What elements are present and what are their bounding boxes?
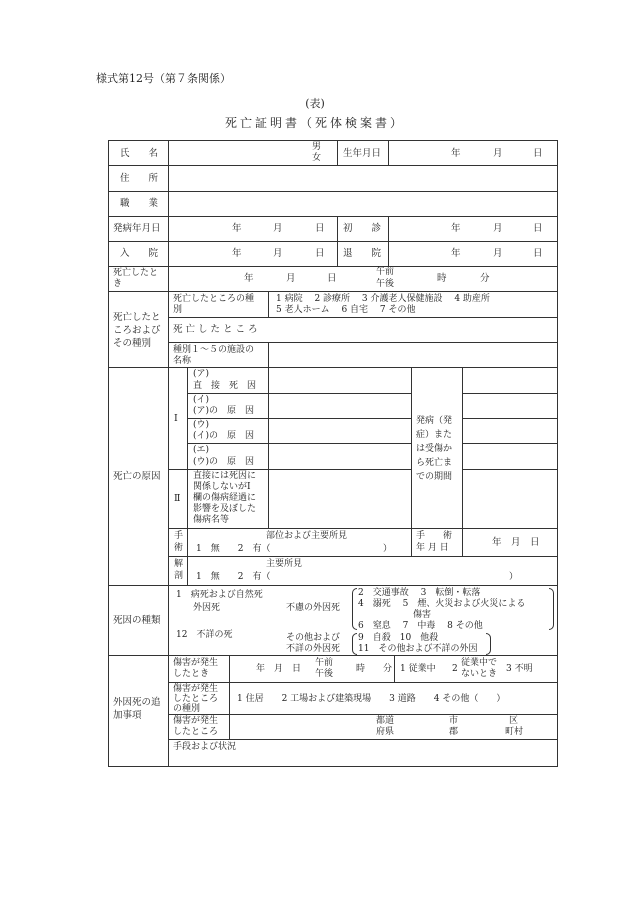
kind-unknown: 12 不詳の死: [176, 630, 233, 640]
city-label-2: 郡: [449, 727, 459, 737]
surgery-options: 1 無 2 有（: [196, 544, 271, 554]
cause-c-label: (イ)の 原 因: [193, 431, 255, 441]
visit-month: 月: [493, 223, 503, 234]
city-label-1: 市: [449, 716, 459, 726]
admit-month: 月: [273, 248, 283, 259]
other-option-1: 9 自殺 10 他殺: [358, 633, 439, 643]
kind-accidental: 不慮の外因死: [286, 603, 341, 613]
autopsy-label-1: 解: [174, 559, 184, 569]
label-discharge: 退 院: [343, 248, 382, 259]
injury-am: 午前: [315, 658, 334, 668]
injury-place-label-1: 傷害が発生: [173, 716, 219, 726]
death-day: 日: [327, 273, 337, 284]
cause-other-3: 欄の傷病経過に: [193, 493, 257, 503]
kind-other-external-1: その他および: [286, 633, 341, 643]
ward-label-2: 町村: [505, 727, 524, 737]
autopsy-paren-close: ）: [509, 572, 519, 582]
cause-c-mark: (ウ): [193, 420, 210, 430]
kind-external: 外因死: [193, 603, 221, 613]
status-2-number: 2: [452, 664, 458, 674]
onset-month: 月: [273, 223, 283, 234]
cause-d-label: (ウ)の 原 因: [193, 457, 255, 467]
injury-time-label-1: 傷害が発生: [173, 658, 219, 668]
birth-day: 日: [533, 148, 543, 159]
document-title: 死亡証明書（死体検案書）: [224, 116, 405, 130]
label-death-time: 死亡したと: [113, 268, 159, 278]
label-first-visit: 初 診: [343, 223, 382, 234]
place-heading-1: 死亡したと: [113, 312, 161, 323]
injury-place-kind-label-2: したところ: [173, 694, 219, 704]
label-admission: 入 院: [120, 248, 159, 259]
accidental-option-2: 4 溺死 5 煙、火災および火災による: [358, 599, 526, 609]
period-label-1: 発病（発: [416, 416, 453, 426]
surgery-label-1: 手: [174, 531, 184, 541]
autopsy-label-2: 剖: [174, 571, 184, 581]
cause-other-5: 傷病名等: [193, 515, 230, 525]
injury-place-kind-options: 1 住居 2 工場および建築現場 3 道路 4 その他（ ）: [237, 694, 506, 704]
facility-label: 種別１～５の施設の: [173, 345, 255, 355]
cause-heading: 死亡の原因: [113, 471, 161, 482]
visit-day: 日: [533, 223, 543, 234]
surgery-paren-close: ）: [383, 544, 393, 554]
place-label: 死 亡 し た と こ ろ: [173, 324, 258, 335]
autopsy-findings-label: 主要所見: [266, 559, 303, 569]
period-label-5: での期間: [416, 472, 453, 482]
death-am: 午前: [376, 267, 395, 277]
admit-day: 日: [315, 248, 325, 259]
external-heading-1: 外因死の追: [113, 697, 161, 708]
injury-place-kind-label-1: 傷害が発生: [173, 684, 219, 694]
injury-time-label-2: したとき: [173, 669, 210, 679]
discharge-year: 年: [451, 248, 461, 259]
means-label: 手段および状況: [173, 742, 237, 752]
kind-heading: 死因の種類: [113, 615, 161, 626]
cause-other-2: 関係しないがⅠ: [193, 482, 251, 492]
place-kind-label-2: 別: [173, 305, 183, 315]
label-female: 女: [312, 153, 322, 163]
label-address: 住 所: [120, 173, 159, 184]
other-bracket-right: [486, 633, 491, 655]
status-not-working-1: 従業中で: [461, 658, 498, 668]
place-heading-2: ころおよび: [113, 325, 161, 336]
other-bracket-left: [352, 633, 357, 655]
accidental-option-2b: 傷害: [413, 610, 432, 620]
injury-minute: 分: [383, 664, 393, 674]
death-month: 月: [286, 273, 296, 284]
cause-d-mark: (エ): [193, 445, 210, 455]
birth-month: 月: [493, 148, 503, 159]
injury-place-label-2: したところ: [173, 727, 219, 737]
external-heading-2: 加事項: [113, 710, 142, 721]
surgery-date: 年 月 日: [492, 537, 540, 548]
cause-other-1: 直接には死因に: [193, 471, 257, 481]
period-label-4: ら死亡ま: [416, 458, 453, 468]
cause-a-label: 直 接 死 因: [193, 381, 257, 391]
status-not-working-2: ないとき: [461, 669, 498, 679]
injury-hour: 時: [356, 664, 366, 674]
accidental-option-3: 6 窒息 7 中毒 8 その他: [358, 621, 483, 631]
status-unknown: 3 不明: [506, 664, 533, 674]
surgery-date-label-2: 年 月 日: [416, 543, 449, 553]
visit-year: 年: [451, 223, 461, 234]
status-working: 1 従業中: [400, 664, 436, 674]
surgery-label-2: 術: [174, 543, 184, 553]
cause-roman-1: Ⅰ: [174, 413, 178, 424]
discharge-month: 月: [493, 248, 503, 259]
label-name: 氏 名: [120, 148, 159, 159]
label-birth-date: 生年月日: [343, 148, 382, 159]
autopsy-options: 1 無 2 有（: [196, 572, 271, 582]
place-kind-options-1: 1 病院 2 診療所 3 介護老人保健施設 4 助産所: [276, 294, 490, 304]
death-pm: 午後: [376, 279, 395, 289]
period-label-3: は受傷か: [416, 444, 453, 454]
accidental-bracket-left: [352, 588, 357, 630]
death-year: 年: [244, 273, 254, 284]
cause-other-4: 影響を及ぼした: [193, 504, 257, 514]
prefecture-label-1: 都道: [376, 716, 395, 726]
accidental-option-1: 2 交通事故 3 転倒・転落: [358, 588, 481, 598]
place-kind-label: 死亡したところの種: [173, 294, 255, 304]
surgery-site-label: 部位および主要所見: [266, 531, 348, 541]
place-heading-3: その種別: [113, 338, 152, 349]
onset-day: 日: [315, 223, 325, 234]
injury-place-kind-label-3: の種別: [173, 704, 201, 714]
prefecture-label-2: 府県: [376, 727, 395, 737]
cause-a-mark: (ア): [193, 369, 210, 379]
label-death-time-2: き: [113, 279, 123, 289]
injury-date: 年 月 日: [256, 664, 302, 674]
admit-year: 年: [232, 248, 242, 259]
kind-other-external-2: 不詳の外因死: [286, 644, 341, 654]
accidental-bracket-right: [549, 588, 554, 630]
discharge-day: 日: [533, 248, 543, 259]
label-onset-date: 発病年月日: [113, 223, 161, 234]
ward-label-1: 区: [509, 716, 519, 726]
facility-label-2: 名称: [173, 356, 192, 366]
death-hour: 時: [437, 273, 447, 284]
side-label: (表): [305, 97, 325, 110]
place-kind-options-2: 5 老人ホーム 6 自宅 7 その他: [276, 305, 416, 315]
label-male: 男: [312, 142, 322, 152]
form-number: 様式第12号（第７条関係）: [96, 72, 231, 85]
cause-b-label: (ア)の 原 因: [193, 406, 255, 416]
cause-b-mark: (イ): [193, 395, 210, 405]
onset-year: 年: [232, 223, 242, 234]
injury-pm: 午後: [315, 669, 334, 679]
label-occupation: 職 業: [120, 198, 159, 209]
surgery-date-label-1: 手 術: [416, 531, 453, 541]
death-minute: 分: [480, 273, 490, 284]
kind-natural: 1 病死および自然死: [176, 590, 263, 600]
cause-roman-2: Ⅱ: [174, 493, 181, 504]
period-label-2: 症）また: [416, 430, 453, 440]
other-option-2: 11 その他および不詳の外因: [358, 644, 478, 654]
birth-year: 年: [451, 148, 461, 159]
